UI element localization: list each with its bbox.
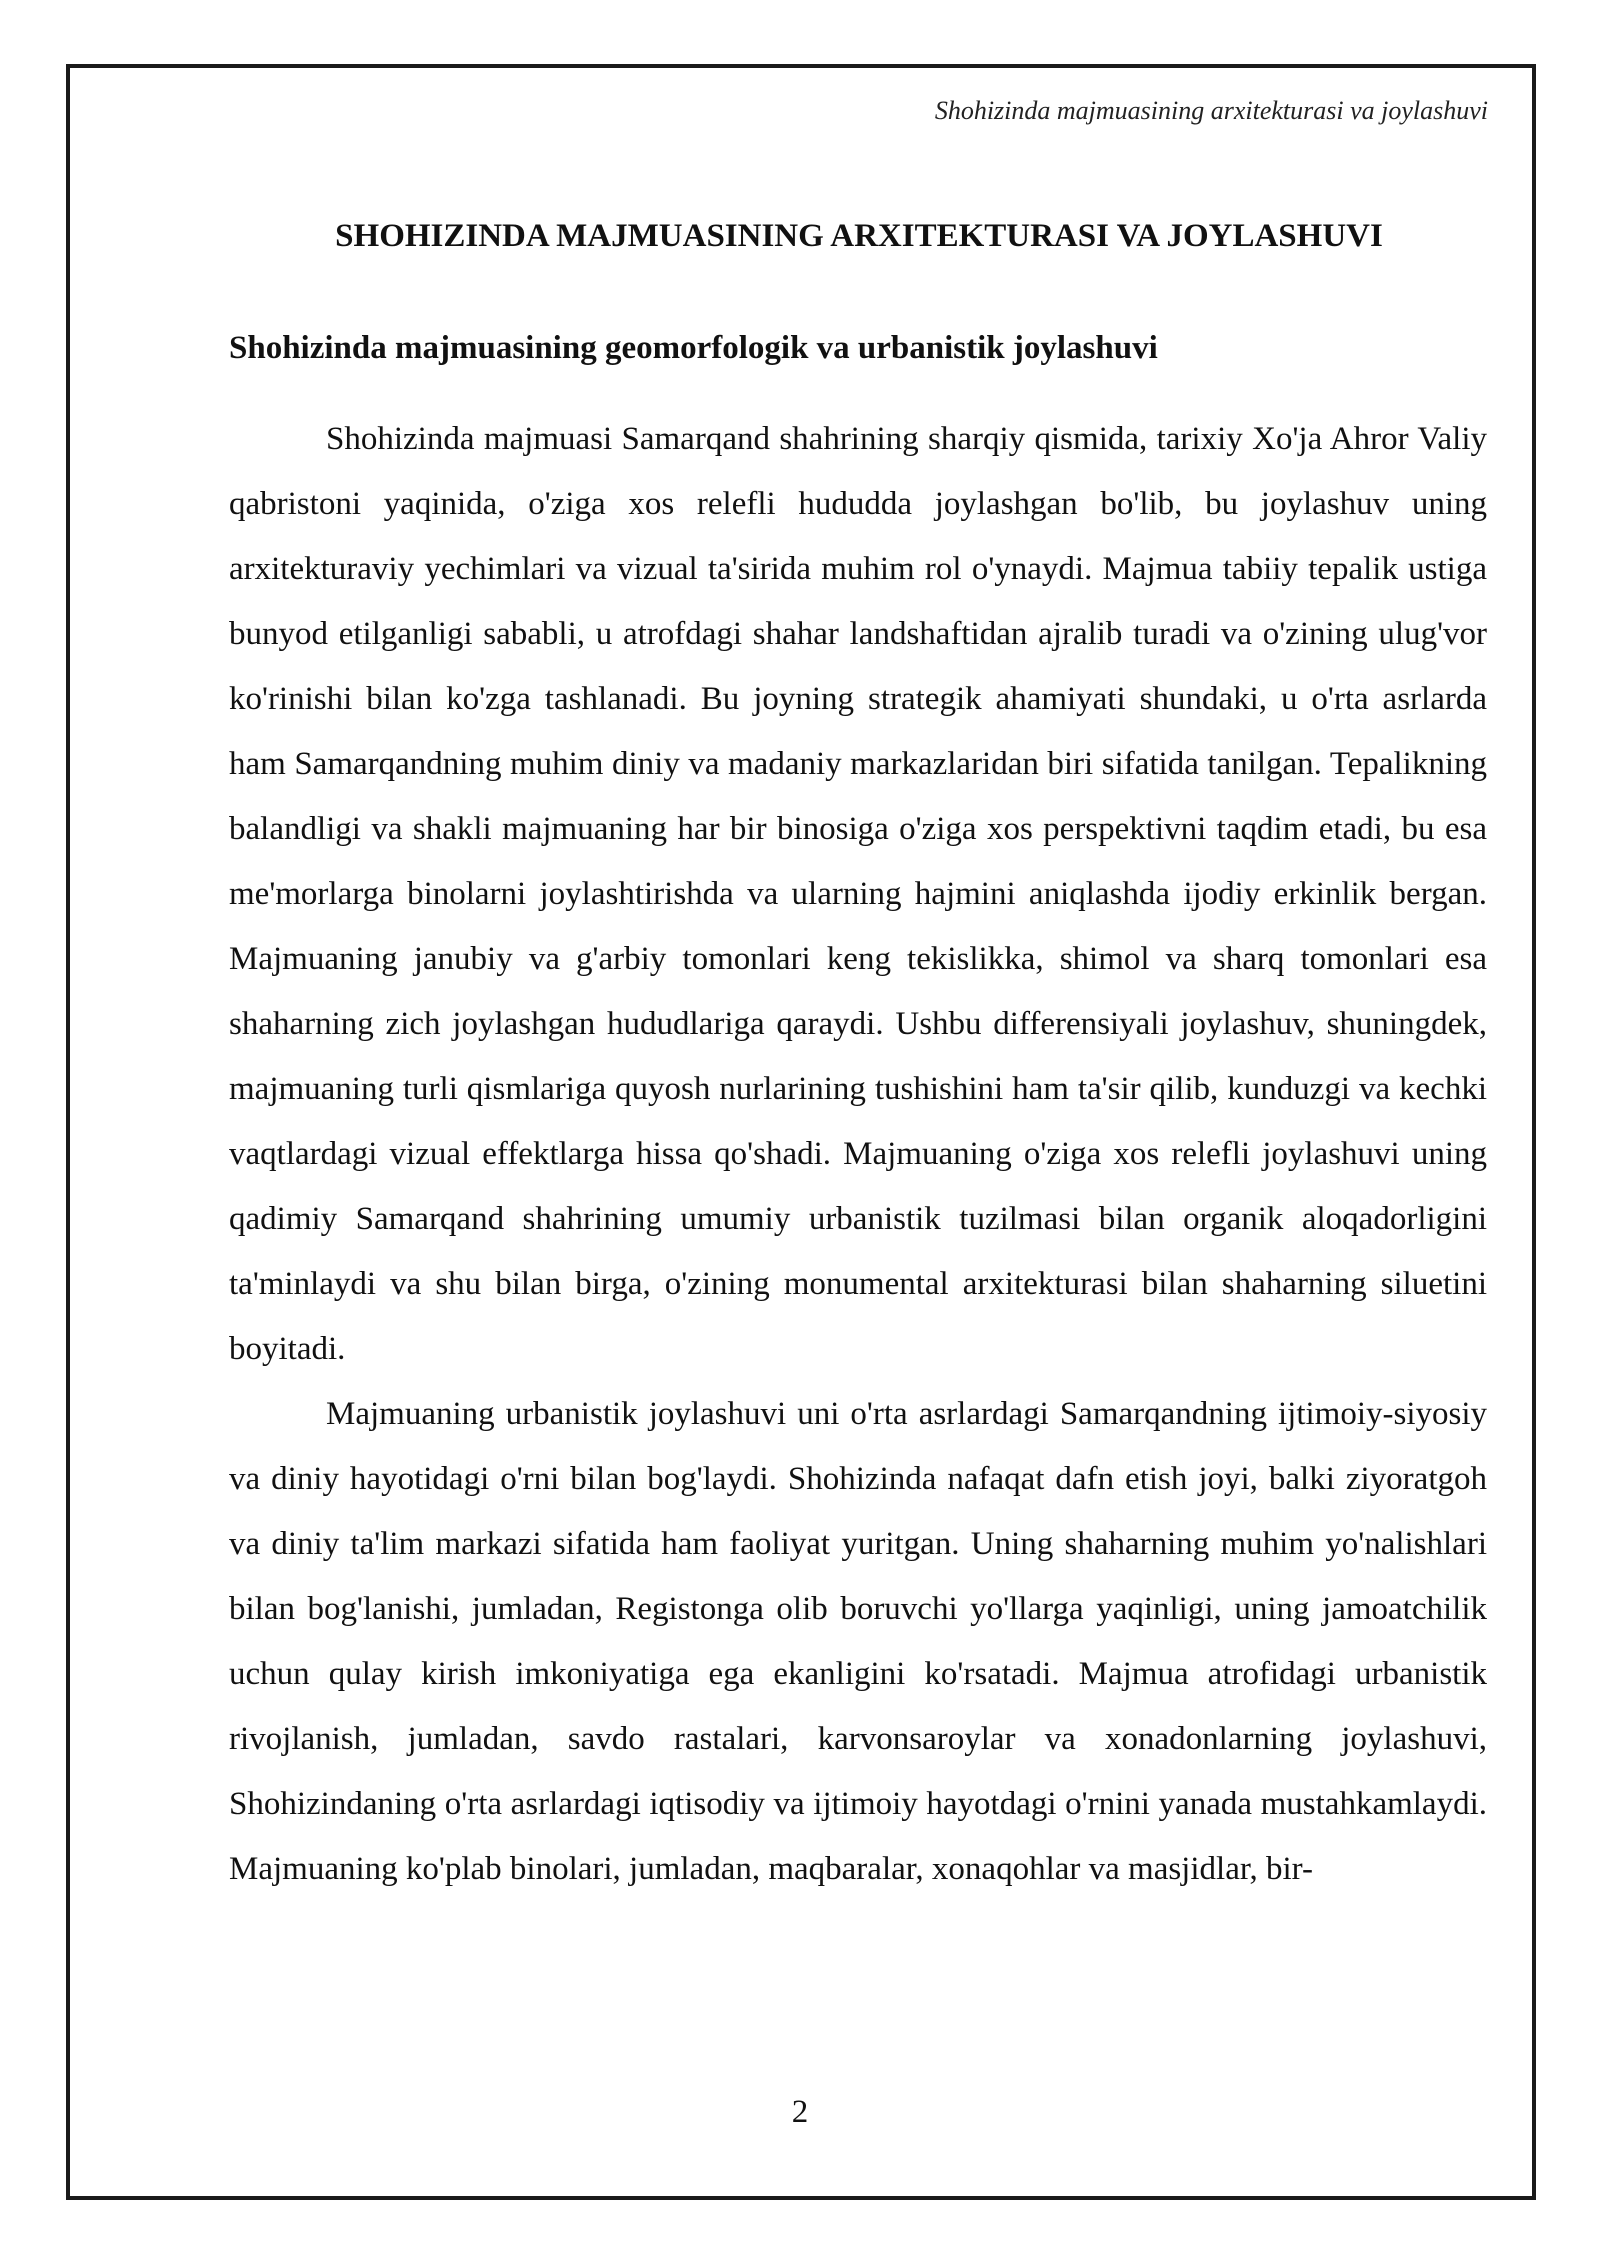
page-number: 2 bbox=[791, 2094, 809, 2130]
body-text bbox=[229, 407, 1487, 1902]
paragraph: Shohizinda majmuasi Samarqand shahrining sharqiy qismida, tarixiy Xo'ja Ahror Valiy qabristoni yaqinida, o'ziga xos relefli hududda joylashgan bo'lib, bu joylashuv uning arxitekturaviy yechimlari va vizual ta'sirida muhim rol o'ynaydi. Majmua tabiiy tepalik ustiga bunyod etilganligi sababli, u atrofdagi shahar landshaftidan ajralib turadi va o'zining ulug'vor ko'rinishi bilan ko'zga tashlanadi. Bu joyning strategik ahamiyati shundaki, u o'rta asrlarda ham Samarqandning muhim diniy va madaniy markazlaridan biri sifatida tanilgan. Tepalikning balandligi va shakli majmuaning har bir binosiga o'ziga xos perspektivni taqdim etadi, bu esa me'morlarga binolarni joylashtirishda va ularning hajmini aniqlashda ijodiy erkinlik bergan. Majmuaning janubiy va g'arbiy tomonlari keng tekislikka, shimol va sharq tomonlari esa shaharning zich joylashgan hududlariga qaraydi. Ushbu differensiyali joylashuv, shuningdek, majmuaning turli qismlariga quyosh nurlarining tushishini ham ta'sir qilib, kunduzgi va kechki vaqtlardagi vizual effektlarga hissa qo'shadi. Majmuaning o'ziga xos relefli joylashuvi uning qadimiy Samarqand shahrining umumiy urbanistik tuzilmasi bilan organik aloqadorligini ta'minlaydi va shu bilan birga, o'zining monumental arxitekturasi bilan shaharning siluetini boyitadi. bbox=[229, 421, 1487, 1367]
section-heading: Shohizinda majmuasining geomorfologik va urbanistik joylashuvi bbox=[229, 330, 1158, 366]
running-header: Shohizinda majmuasining arxitekturasi va joylashuvi bbox=[934, 96, 1488, 125]
paragraph: Majmuaning urbanistik joylashuvi uni o'rta asrlardagi Samarqandning ijtimoiy-siyosiy va diniy hayotidagi o'rni bilan bog'laydi. Shohizinda nafaqat dafn etish joyi, balki ziyoratgoh va diniy ta'lim markazi sifatida ham faoliyat yuritgan. Uning shaharning muhim yo'nalishlari bilan bog'lanishi, jumladan, Registonga olib boruvchi yo'llarga yaqinligi, uning jamoatchilik uchun qulay kirish imkoniyatiga ega ekanligini ko'rsatadi. Majmua atrofidagi urbanistik rivojlanish, jumladan, savdo rastalari, karvonsaroylar va xonadonlarning joylashuvi, Shohizindaning o'rta asrlardagi iqtisodiy va ijtimoiy hayotdagi o'rnini yanada mustahkamlaydi. Majmuaning ko'plab binolari, jumladan, maqbaralar, xonaqohlar va masjidlar, bir- bbox=[229, 1396, 1487, 1887]
document-title: SHOHIZINDA MAJMUASINING ARXITEKTURASI VA JOYLASHUVI bbox=[335, 218, 1383, 254]
